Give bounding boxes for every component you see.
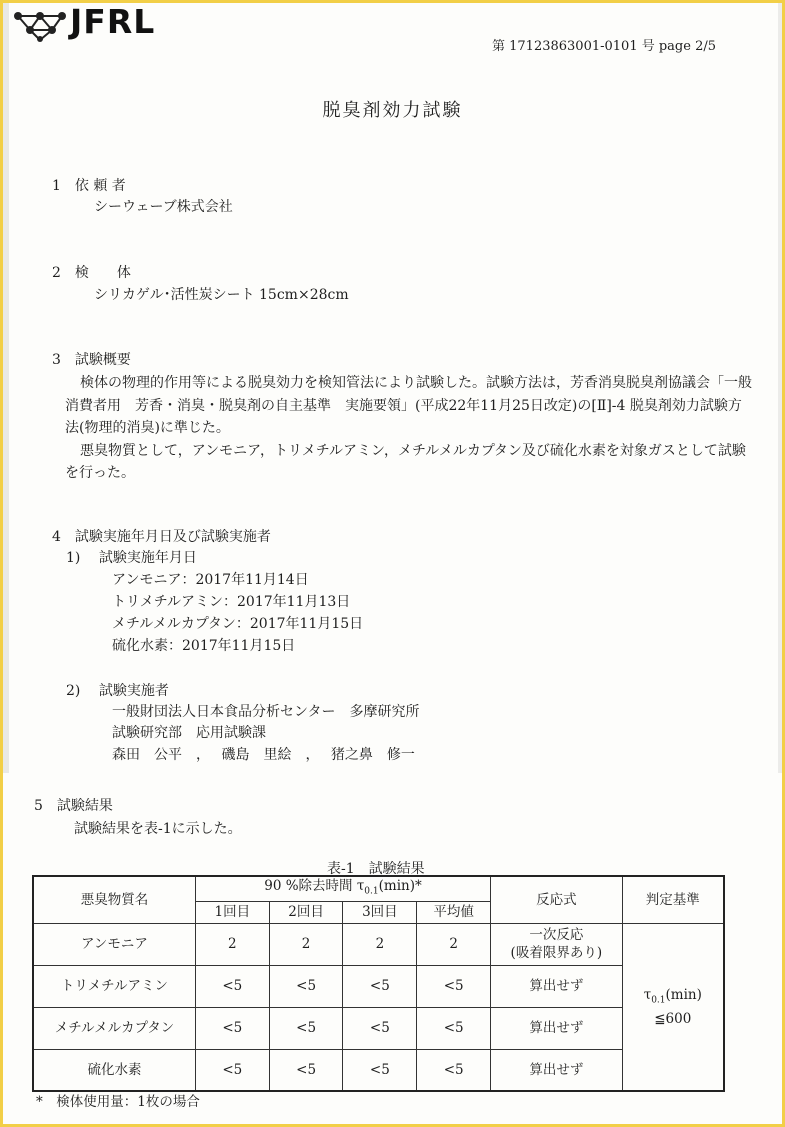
criterion-value: ≦600	[654, 1010, 692, 1027]
section-results-heading: 5 試験結果	[34, 798, 113, 814]
logo-text: JFRL	[70, 2, 156, 41]
subcolumn-header: 平均値	[417, 901, 491, 923]
column-header-removal-time-label: 90 %除去時間 τ	[264, 878, 365, 894]
table-row	[33, 965, 724, 1007]
value-cell: 2	[343, 923, 417, 965]
reaction-cell	[491, 923, 623, 965]
value-cell: <5	[269, 1049, 343, 1091]
subcolumn-header: 2回目	[269, 901, 343, 923]
dates-heading: 1) 試験実施年月日	[66, 550, 197, 566]
column-header-substance: 悪臭物質名	[33, 876, 195, 923]
test-date-item: 硫化水素：2017年11月15日	[112, 638, 296, 654]
criterion-subscript: 0.1	[651, 995, 666, 1006]
substance-name: 硫化水素	[33, 1049, 195, 1091]
client-name: シーウェーブ株式会社	[94, 199, 233, 215]
staff-item: 試験研究部 応用試験課	[112, 725, 266, 741]
table-row	[33, 1049, 724, 1091]
reaction-cell: 算出せず	[491, 1007, 623, 1049]
results-text: 試験結果を表-1に示した。	[74, 821, 242, 837]
section-overview-heading: 3 試験概要	[52, 352, 131, 368]
value-cell: <5	[417, 1049, 491, 1091]
page-number: 第 17123863001-0101 号 page 2/5	[492, 39, 716, 54]
overview-paragraph: 検体の物理的作用等による脱臭効力を検知管法により試験した。試験方法は，芳香消臭脱臭剤協議会「一般消費者用 芳香・消臭・脱臭剤の自主基準 実施要領」(平成22年11月25日改定)の[Ⅱ]-4 脱臭剤効力試験方法(物理的消臭)に準じた。	[65, 375, 752, 436]
overview-paragraph: 悪臭物質として，アンモニア，トリメチルアミン，メチルメルカプタン及び硫化水素を対象ガスとして試験を行った。	[65, 442, 746, 481]
jfrl-logo	[10, 2, 170, 42]
test-date-item: アンモニア：2017年11月14日	[112, 572, 309, 588]
test-date-item: メチルメルカプタン：2017年11月15日	[112, 616, 364, 632]
column-header-criterion: 判定基準	[622, 876, 724, 923]
criterion-cell	[622, 923, 724, 1091]
substance-name: メチルメルカプタン	[33, 1007, 195, 1049]
value-cell: <5	[269, 1007, 343, 1049]
value-cell: <5	[417, 965, 491, 1007]
reaction-cell: 算出せず	[491, 1049, 623, 1091]
value-cell: 2	[417, 923, 491, 965]
table-title: 表-1 試験結果	[327, 861, 425, 877]
subcolumn-header: 1回目	[195, 901, 269, 923]
document-title: 脱臭剤効力試験	[322, 100, 463, 121]
value-cell: 2	[195, 923, 269, 965]
test-date-item: トリメチルアミン：2017年11月13日	[112, 594, 351, 610]
value-cell: <5	[195, 965, 269, 1007]
results-table	[32, 875, 725, 1092]
reaction-line: (吸着限界あり)	[510, 945, 603, 962]
table-row	[33, 1007, 724, 1049]
subcolumn-header: 3回目	[343, 901, 417, 923]
staff-heading: 2) 試験実施者	[66, 683, 169, 699]
column-header-removal-time-unit: (min)*	[378, 878, 422, 894]
footnote: * 検体使用量：1枚の場合	[36, 1094, 200, 1110]
table-row	[33, 923, 724, 965]
value-cell: <5	[343, 1049, 417, 1091]
staff-item: 一般財団法人日本食品分析センター 多摩研究所	[112, 704, 420, 720]
reaction-cell: 算出せず	[491, 965, 623, 1007]
section-schedule-heading: 4 試験実施年月日及び試験実施者	[52, 529, 271, 545]
value-cell: <5	[195, 1007, 269, 1049]
overview-text	[65, 372, 755, 485]
value-cell: <5	[269, 965, 343, 1007]
criterion-symbol: τ	[643, 987, 652, 1004]
tau-subscript: 0.1	[364, 886, 379, 897]
section-client-heading: 1 依 頼 者	[52, 178, 126, 194]
column-header-removal-time	[195, 876, 490, 901]
criterion-unit: (min)	[665, 987, 702, 1004]
staff-item: 森田 公平 ， 磯島 里絵 ， 猪之鼻 修一	[112, 747, 415, 763]
value-cell: <5	[195, 1049, 269, 1091]
reaction-line: 一次反応	[529, 927, 584, 944]
value-cell: <5	[343, 1007, 417, 1049]
value-cell: <5	[417, 1007, 491, 1049]
value-cell: <5	[343, 965, 417, 1007]
value-cell: 2	[269, 923, 343, 965]
column-header-reaction: 反応式	[491, 876, 623, 923]
substance-name: アンモニア	[33, 923, 195, 965]
network-logo-icon	[10, 6, 70, 42]
sample-name: シリカゲル･活性炭シート 15cm×28cm	[94, 287, 349, 303]
substance-name: トリメチルアミン	[33, 965, 195, 1007]
section-sample-heading: 2 検 体	[52, 265, 131, 281]
